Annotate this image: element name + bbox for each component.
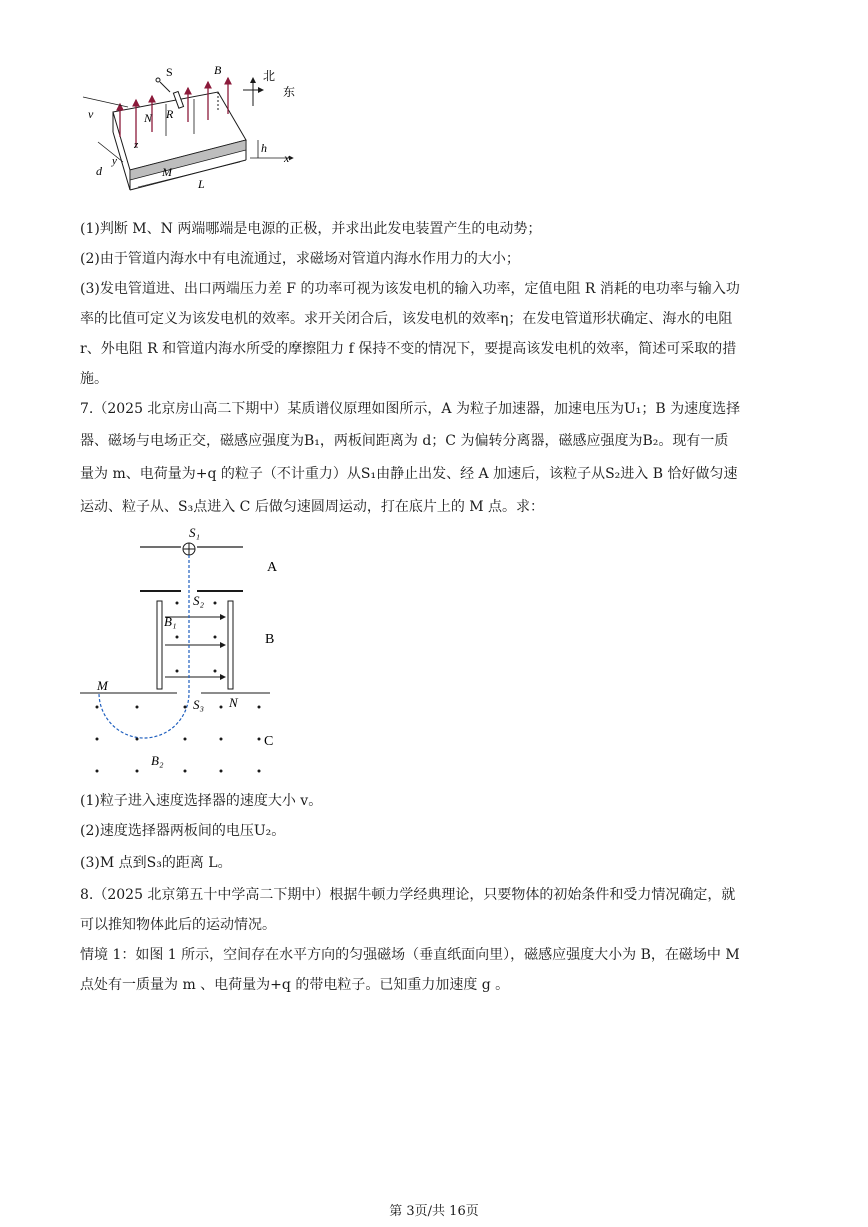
label-east: 东 <box>283 85 296 99</box>
selector-plate-right <box>228 601 233 689</box>
label-l: L <box>198 177 205 191</box>
field-b2-dots <box>96 706 261 773</box>
q8-scenario-line1: 情境 1：如图 1 所示，空间存在水平方向的匀强磁场（垂直纸面向里），磁感应强度大小为 B，在磁场中 M <box>80 947 740 963</box>
q7-stem-line2: 器、磁场与电场正交，磁感应强度为B₁，两板间距离为 d；C 为偏转分离器，磁感应强度为B₂。现有一质 <box>80 433 729 449</box>
label-y: y <box>112 155 117 167</box>
q7-stem-line1: 7.（2025 北京房山高二下期中）某质谱仪原理如图所示，A 为粒子加速器，加速电压为U₁；B 为速度选择 <box>80 401 741 417</box>
q8-stem-line2: 可以推知物体此后的运动情况。 <box>80 917 276 933</box>
q7-sub3: (3)M 点到S₃的距离 L。 <box>80 855 232 871</box>
q7-stem-line4: 运动、粒子从、S₃点进入 C 后做匀速圆周运动，打在底片上的 M 点。求： <box>80 499 545 515</box>
q6-part3-line3: r、外电阻 R 和管道内海水所受的摩擦阻力 f 保持不变的情况下，要提高该发电机的效率，简述可采取的措 <box>80 341 737 357</box>
particle-trajectory <box>99 555 189 738</box>
plate-m <box>130 140 246 180</box>
label-b2: B₂ <box>151 753 164 768</box>
label-s1: S₁ <box>189 525 201 540</box>
q8-stem-line1: 8.（2025 北京第五十中学高二下期中）根据牛顿力学经典理论，只要物体的初始条件和受力情况确定，就 <box>80 887 736 903</box>
q6-part3-line2: 率的比值可定义为该发电机的效率。求开关闭合后，该发电机的效率η；在发电管道形状确定、海水的电阻 <box>80 311 733 327</box>
field-b1-dots <box>176 602 217 673</box>
label-s3: S₃ <box>193 697 205 712</box>
label-h: h <box>261 141 267 155</box>
label-r: R <box>166 107 174 121</box>
q6-part3-line1: (3)发电管道进、出口两端压力差 F 的功率可视为该发电机的输入功率，定值电阻 R 消耗的电功率与输入功 <box>80 281 740 297</box>
label-b1: B₁ <box>164 614 177 629</box>
label-m: M <box>97 678 108 693</box>
label-s: S <box>166 65 173 79</box>
q8-scenario-line2: 点处有一质量为 m 、电荷量为+q 的带电粒子。已知重力加速度 g 。 <box>80 977 510 993</box>
label-b: B <box>214 63 222 77</box>
label-m: M <box>162 165 172 179</box>
generator-pipe-diagram <box>78 62 308 202</box>
label-a: A <box>267 560 278 575</box>
label-north: 北 <box>263 69 276 83</box>
q6-part2: (2)由于管道内海水中有电流通过，求磁场对管道内海水作用力的大小； <box>80 251 520 267</box>
label-n: N <box>229 695 238 710</box>
mass-spectrometer-diagram <box>75 525 295 780</box>
label-d: d <box>96 164 102 178</box>
label-s2: S₂ <box>193 593 205 608</box>
selector-plate-left <box>157 601 162 689</box>
q7-sub2: (2)速度选择器两板间的电压U₂。 <box>80 823 286 839</box>
label-c: C <box>264 734 274 749</box>
label-v: v <box>88 107 94 121</box>
label-x: x <box>284 151 290 165</box>
label-n: N <box>144 111 153 125</box>
q6-part3-line4: 施。 <box>80 371 108 387</box>
magnetic-field-arrows <box>120 78 228 147</box>
page-number: 第 3页/共 16页 <box>389 1204 479 1219</box>
q6-part1: (1)判断 M、N 两端哪端是电源的正极，并求出此发电装置产生的电动势； <box>80 221 542 237</box>
label-z: z <box>134 139 139 151</box>
q7-stem-line3: 量为 m、电荷量为+q 的粒子（不计重力）从S₁由静止出发、经 A 加速后，该粒子从S₂进入 B 恰好做匀速 <box>80 466 738 482</box>
label-b: B <box>265 632 275 647</box>
q7-sub1: (1)粒子进入速度选择器的速度大小 v。 <box>80 793 323 809</box>
